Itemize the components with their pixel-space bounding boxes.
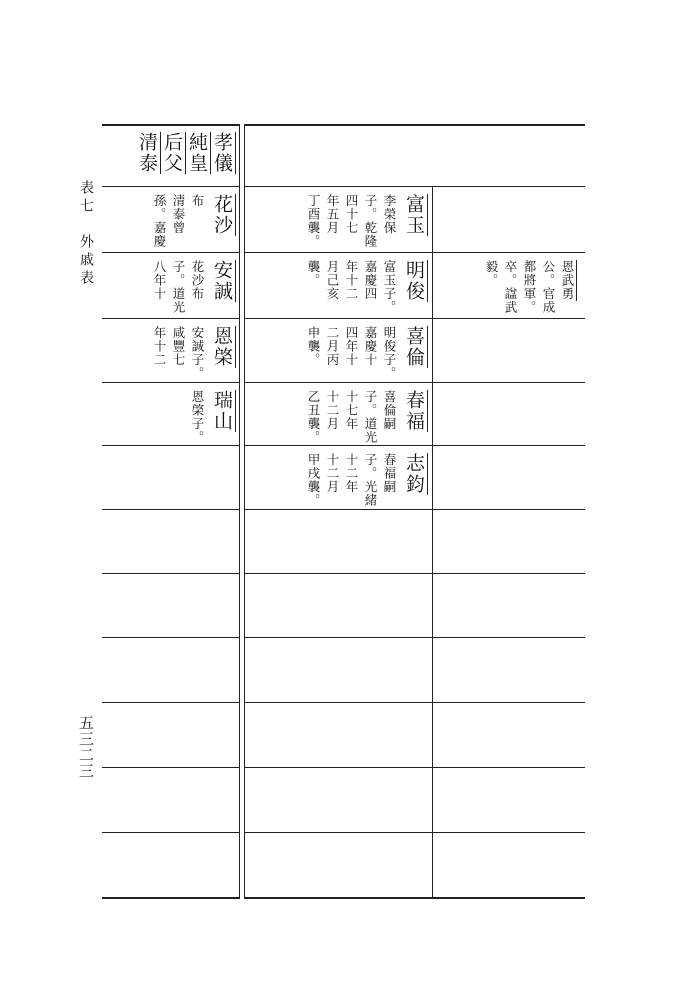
row-rule bbox=[102, 318, 240, 319]
row-rule bbox=[102, 637, 240, 638]
person-name: 恩棨 bbox=[211, 326, 236, 368]
table-cell bbox=[306, 326, 428, 380]
entry-text: 明俊子。 bbox=[382, 326, 397, 380]
row-rule bbox=[244, 509, 585, 510]
person-name: 喜倫 bbox=[403, 326, 428, 368]
entry-text: 布 bbox=[190, 194, 205, 208]
entry-text: 清泰曾 bbox=[171, 194, 186, 235]
entry-text: 襲。 bbox=[306, 260, 321, 287]
row-rule bbox=[244, 637, 585, 638]
entry-text: 毅。 bbox=[484, 260, 499, 287]
entry-text: 子。光緒 bbox=[363, 453, 378, 507]
row-rule bbox=[102, 509, 240, 510]
row-rule bbox=[102, 897, 240, 899]
table-cell bbox=[136, 132, 236, 184]
row-rule bbox=[102, 382, 240, 383]
entry-text: 恩武勇 bbox=[560, 260, 575, 301]
entry-text: 咸豐七 bbox=[171, 326, 186, 367]
row-rule bbox=[244, 445, 585, 446]
table-title: 表七 外戚表 bbox=[78, 180, 94, 288]
entry-text: 嘉慶四 bbox=[363, 260, 378, 301]
entry-text: 卒。諡武 bbox=[503, 260, 518, 314]
person-name: 志鈞 bbox=[403, 453, 428, 495]
entry-text: 年五月 bbox=[325, 194, 340, 235]
row-rule bbox=[102, 832, 240, 833]
entry-text: 四十七 bbox=[344, 194, 359, 235]
table-cell bbox=[484, 260, 581, 316]
entry-text: 丁酉襲。 bbox=[306, 194, 321, 248]
table-cell bbox=[306, 260, 428, 316]
row-rule bbox=[102, 186, 240, 187]
person-name: 安誠 bbox=[211, 260, 236, 302]
entry-text: 嘉慶十 bbox=[363, 326, 378, 367]
entry-text: 子。道光 bbox=[171, 260, 186, 314]
entry-text: 十二月 bbox=[325, 453, 340, 494]
row-rule bbox=[102, 702, 240, 703]
row-rule bbox=[244, 252, 585, 253]
person-name: 后父 bbox=[161, 132, 186, 174]
row-rule bbox=[244, 702, 585, 703]
row-rule bbox=[244, 318, 585, 319]
entry-text: 年十二 bbox=[344, 260, 359, 301]
entry-text: 花沙布 bbox=[190, 260, 205, 301]
row-rule bbox=[244, 186, 585, 187]
entry-text: 富玉子。 bbox=[382, 260, 397, 314]
entry-text: 申襲。 bbox=[306, 326, 321, 367]
row-rule bbox=[102, 124, 240, 126]
table-cell bbox=[190, 390, 236, 443]
table-cell bbox=[152, 194, 236, 250]
row-rule bbox=[102, 445, 240, 446]
entry-text: 都將軍。 bbox=[522, 260, 537, 314]
row-rule bbox=[244, 382, 585, 383]
entry-text: 甲戌襲。 bbox=[306, 453, 321, 507]
entry-text: 十二年 bbox=[344, 453, 359, 494]
table-cell bbox=[306, 194, 428, 250]
row-rule bbox=[102, 767, 240, 768]
entry-text: 八年十 bbox=[152, 260, 167, 301]
table-cell bbox=[306, 453, 428, 507]
entry-text: 恩棨子。 bbox=[190, 390, 205, 444]
person-name: 富玉 bbox=[403, 194, 428, 236]
row-rule bbox=[244, 832, 585, 833]
entry-text: 公。官成 bbox=[541, 260, 556, 314]
row-rule bbox=[102, 573, 240, 574]
row-rule bbox=[244, 767, 585, 768]
entry-text: 十二月 bbox=[325, 390, 340, 431]
entry-text: 四年十 bbox=[344, 326, 359, 367]
entry-text: 孫。嘉慶 bbox=[152, 194, 167, 248]
page-number: 五三二三 bbox=[77, 715, 95, 779]
entry-text: 二月丙 bbox=[325, 326, 340, 367]
table-cell bbox=[152, 326, 236, 380]
entry-text: 春福嗣 bbox=[382, 453, 397, 494]
person-name: 花沙 bbox=[211, 194, 236, 236]
person-name: 純皇 bbox=[186, 132, 211, 174]
entry-text: 子。道光 bbox=[363, 390, 378, 444]
entry-text: 李榮保 bbox=[382, 194, 397, 235]
entry-text: 安誠子。 bbox=[190, 326, 205, 380]
entry-text: 月己亥 bbox=[325, 260, 340, 301]
column-rule-double bbox=[239, 124, 245, 897]
entry-text: 喜倫嗣 bbox=[382, 390, 397, 431]
row-rule bbox=[244, 573, 585, 574]
entry-text: 年十二 bbox=[152, 326, 167, 367]
entry-text: 子。乾隆 bbox=[363, 194, 378, 248]
row-rule bbox=[102, 252, 240, 253]
row-rule bbox=[244, 124, 585, 126]
table-cell bbox=[306, 390, 428, 443]
entry-text: 十七年 bbox=[344, 390, 359, 431]
column-rule bbox=[432, 186, 433, 897]
table-cell bbox=[152, 260, 236, 316]
person-name: 春福 bbox=[403, 390, 428, 432]
row-rule bbox=[244, 897, 585, 899]
person-name: 明俊 bbox=[403, 260, 428, 302]
person-name: 瑞山 bbox=[211, 390, 236, 432]
person-name: 孝儀 bbox=[211, 132, 236, 174]
person-name: 清泰 bbox=[136, 132, 161, 174]
entry-text: 乙丑襲。 bbox=[306, 390, 321, 444]
